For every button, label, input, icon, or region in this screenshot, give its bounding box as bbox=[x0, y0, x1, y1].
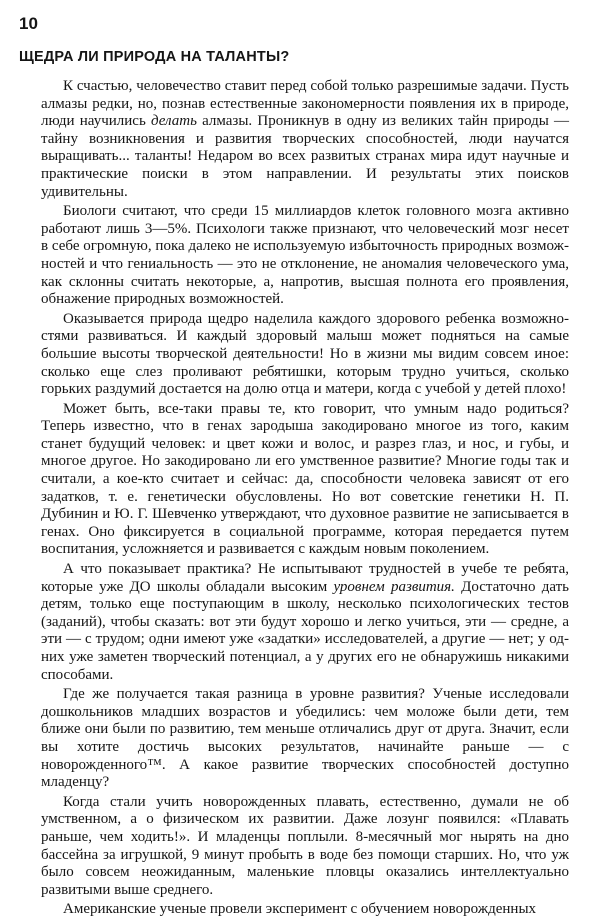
paragraph bbox=[41, 561, 569, 684]
paragraph-text: Оказывается природа щедро наделила каждого здорового ребенка возможностями развиваться. И каждый здоровый малыш может подняться на самые большие высоты творческой деятельности! Но в жизни мы видим совсем иное: сколько еще слез проливают ребятишки, которым трудно учиться, сколько горьких раздумий достается на долю отца и матери, когда с учебой у детей плохо! bbox=[41, 310, 569, 398]
paragraph bbox=[41, 78, 569, 201]
paragraph-text: К счастью, человечество ставит перед собой только разрешимые задачи. Пусть алмазы редки, но, познав естественные закономерности появления их в природе, люди научились bbox=[41, 78, 569, 130]
paragraph-text: алмазы. Проникнув в одну из великих тайн природы — тайну возникновения и развития творческих способностей, люди научатся выращивать... таланты! Недаром во всех развитых странах мира идут научные и практические поиски в этом направлении. И результаты этих поисков удивительны. bbox=[41, 113, 569, 200]
paragraph bbox=[41, 686, 569, 792]
paragraph bbox=[41, 311, 569, 399]
paragraph-text: Когда стали учить новорожденных плавать, естественно, думали не об умственном, а о физическом их развитии. Даже лозунг появился: «Плавать раньше, чем ходить!». И младенцы поплыли. 8-месячный мог нырять на дно бассейна за игрушкой, 9 минут пробыть в воде без помощи старших. Но, что уж было совсем неожиданным, маленькие пловцы оказались интеллектуально развитыми выше среднего. bbox=[41, 793, 569, 898]
paragraph-text: Может быть, все-таки правы те, кто говорит, что умным надо родиться? Теперь известно, что в генах зародыша закодировано многое из того, каким станет будущий человек: и цвет кожи и волос, и разрез глаз, и нос, и губы, и многое другое. Но закодировано ли его умственное развитие? Многие годы так и считали, а кое-кто считает и сейчас: да, способности человека зависят от его задатков, т. е. генетически обусловлены. Но вот советские генетики Н. П. Дубинин и Ю. Г. Шевченко утверждают, что духовное развитие не записывается в генах. Оно фиксируется в социальной программе, которая передается путем воспитания, усложняется и развивается с каждым новым поколением. bbox=[41, 400, 569, 558]
paragraph bbox=[41, 401, 569, 559]
italic-emphasis: уровнем развития. bbox=[333, 578, 455, 595]
paragraph-text: Американские ученые провели эксперимент с обучением новорожденных bbox=[63, 901, 537, 918]
paragraph bbox=[41, 794, 569, 900]
paragraph-text: Достаточно дать детям, только еще поступающим в школу, несколько психологических тестов (заданий), чтобы сказать: вот эти будут хорошо и легко учиться, эти — средне, а эти — с трудом; одни имеют уже «задатки» исследователей, а другие — нет; у одних уже заметен творческий потенциал, а у других его не обнаружишь никакими способами. bbox=[41, 578, 569, 683]
paragraph bbox=[41, 901, 569, 919]
body-text bbox=[41, 78, 569, 921]
page-number: 10 bbox=[19, 14, 38, 33]
paragraph-text: Биологи считают, что среди 15 миллиардов клеток головного мозга активно работают лишь 3—5%. Психологи также признают, что человеческий мозг несет в себе огромную, пока далеко не используемую избыточность природных возможностей и что гениальность — это не отклонение, не аномалия человеческого ума, как склонны считать некоторые, а, напротив, высшая полнота его проявления, обнажение природных возможностей. bbox=[41, 203, 569, 308]
paragraph-text: А что показывает практика? Не испытывают трудностей в учебе те ребята, которые уже ДО школы обладали высоким bbox=[41, 561, 569, 595]
paragraph bbox=[41, 203, 569, 309]
chapter-title: ЩЕДРА ЛИ ПРИРОДА НА ТАЛАНТЫ? bbox=[19, 49, 290, 65]
paragraph-text: Где же получается такая разница в уровне развития? Ученые исследовали дошкольников младших возрастов и убедились: чем моложе были дети, тем ближе они были по развитию, тем меньше отличались друг от друга. Значит, если вы хотите достичь высоких результатов, начинайте раньше — с новорожденного™. А какое развитие творческих способностей доступно младенцу? bbox=[41, 686, 569, 791]
italic-emphasis: делать bbox=[150, 113, 197, 130]
